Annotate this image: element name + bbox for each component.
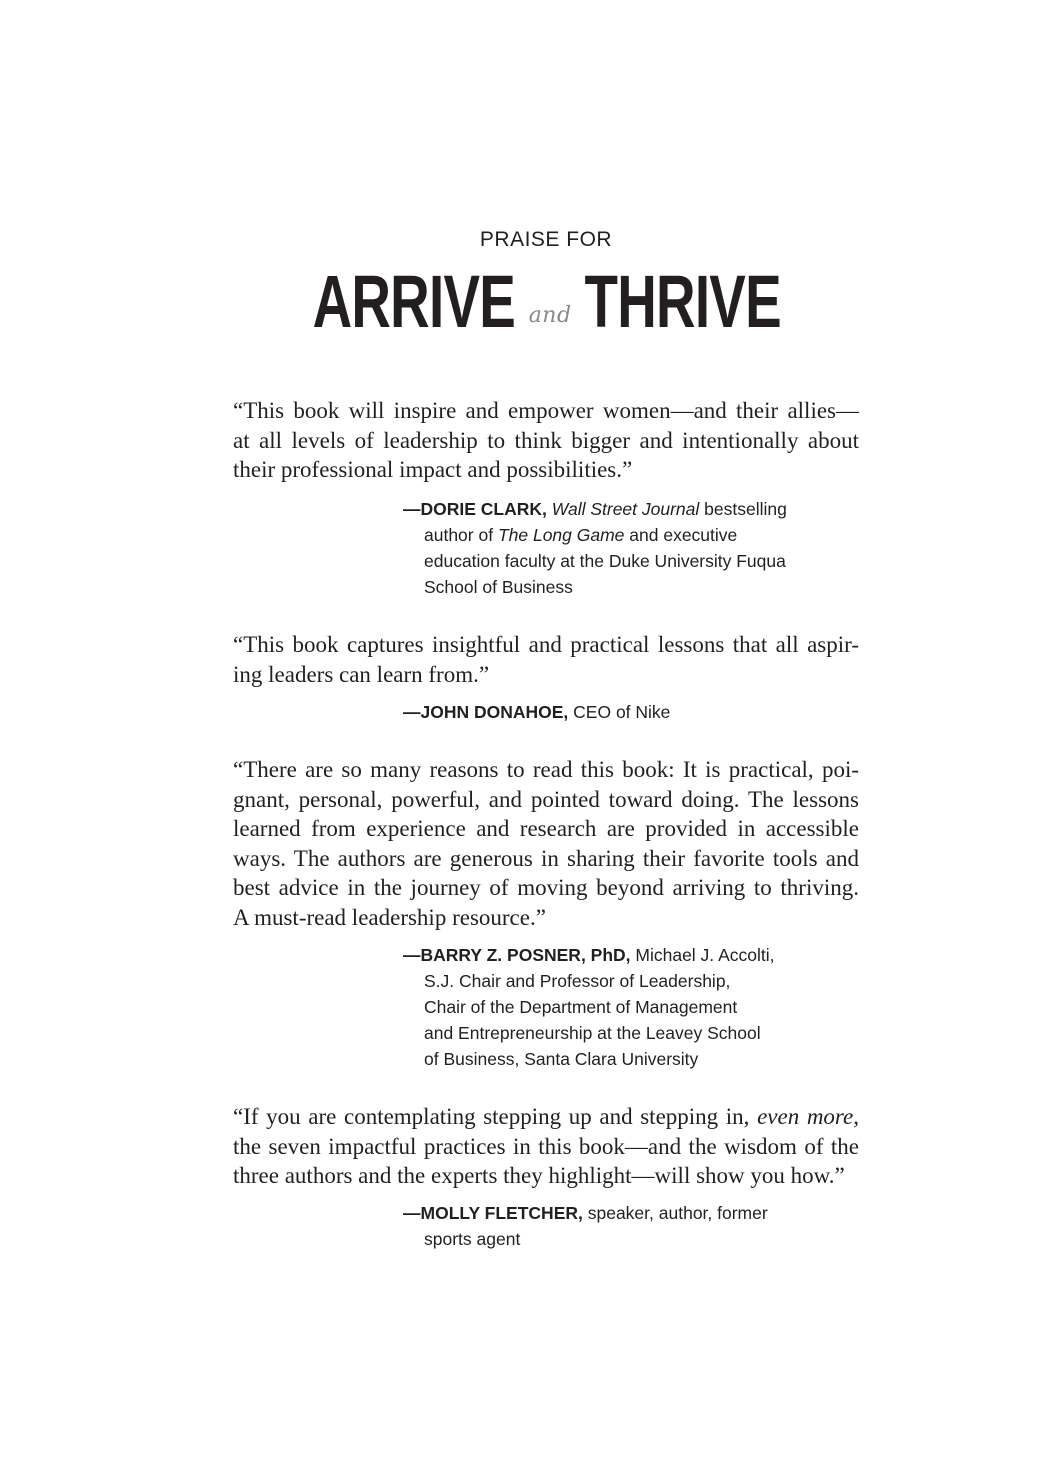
praise-for-heading: PRAISE FOR [479,228,613,251]
quote-line: learned from experience and research are provided in accessible [233,816,859,842]
attrib-text: School of Business [424,577,573,597]
attrib-text: and executive [624,525,738,545]
book-title [0,262,1044,342]
attrib-name: BARRY Z. POSNER, PhD, [420,945,631,965]
attrib-text: of Business, Santa Clara University [424,1049,699,1069]
title-arrive: ARRIVE [312,260,516,343]
quote-line: “There are so many reasons to read this book: It is practical, poi- [233,757,859,782]
attrib-publication: Wall Street Journal [551,499,700,519]
quote-line: “This book will inspire and empower women—and their allies— [233,398,859,423]
attrib-name: DORIE CLARK, [420,499,547,519]
testimonial-attribution-1 [403,496,787,600]
attrib-text: Chair of the Department of Management [424,997,738,1017]
testimonial-quote-3 [233,755,859,933]
testimonial-attribution-3 [403,942,774,1072]
quote-line: three authors and the experts they highlight—will show you how.” [233,1163,845,1189]
testimonial-attribution-4 [403,1200,768,1252]
attrib-dash: — [403,1203,421,1223]
attrib-name: JOHN DONAHOE, [420,702,569,722]
attrib-text: Michael J. Accolti, [630,945,775,965]
testimonial-quote-1 [233,396,859,485]
title-thrive: THRIVE [584,260,781,343]
attrib-text: bestselling [699,499,787,519]
quote-line: the seven impactful practices in this book—and the wisdom of the [233,1133,859,1159]
attrib-name: MOLLY FLETCHER, [420,1203,583,1223]
attrib-book-title: The Long Game [497,525,625,545]
testimonial-quote-4 [233,1102,859,1191]
quote-line: at all levels of leadership to think bigger and intentionally about [233,427,859,453]
testimonial-quote-2 [233,630,859,689]
quote-line: ing leaders can learn from.” [233,661,490,687]
attrib-text: CEO of Nike [568,702,671,722]
quote-line: ways. The authors are generous in sharing their favorite tools and [233,845,859,871]
attrib-text: education faculty at the Duke University Fuqua [424,551,786,571]
quote-line: their professional impact and possibilities.” [233,457,633,483]
attrib-text: sports agent [424,1229,521,1249]
quote-line: “This book captures insightful and practical lessons that all aspir- [233,632,859,657]
attrib-dash: — [403,499,421,519]
quote-line: A must-read leadership resource.” [233,904,546,930]
quote-line [233,1102,859,1132]
attrib-dash: — [403,702,421,722]
quote-line: best advice in the journey of moving beyond arriving to thriving. [233,875,859,901]
attrib-text: and Entrepreneurship at the Leavey School [424,1023,761,1043]
attrib-dash: — [403,945,421,965]
quote-text: , [853,1104,859,1129]
attrib-text: author of [424,525,498,545]
attrib-text: speaker, author, former [582,1203,768,1223]
attrib-text: S.J. Chair and Professor of Leadership, [424,971,731,991]
title-and-script: and [528,302,572,328]
testimonial-attribution-2 [403,699,670,725]
quote-line: gnant, personal, powerful, and pointed toward doing. The lessons [233,786,859,812]
quote-text: “If you are contemplating stepping up and stepping in, [233,1104,758,1129]
quote-emphasis: even more [757,1104,854,1129]
